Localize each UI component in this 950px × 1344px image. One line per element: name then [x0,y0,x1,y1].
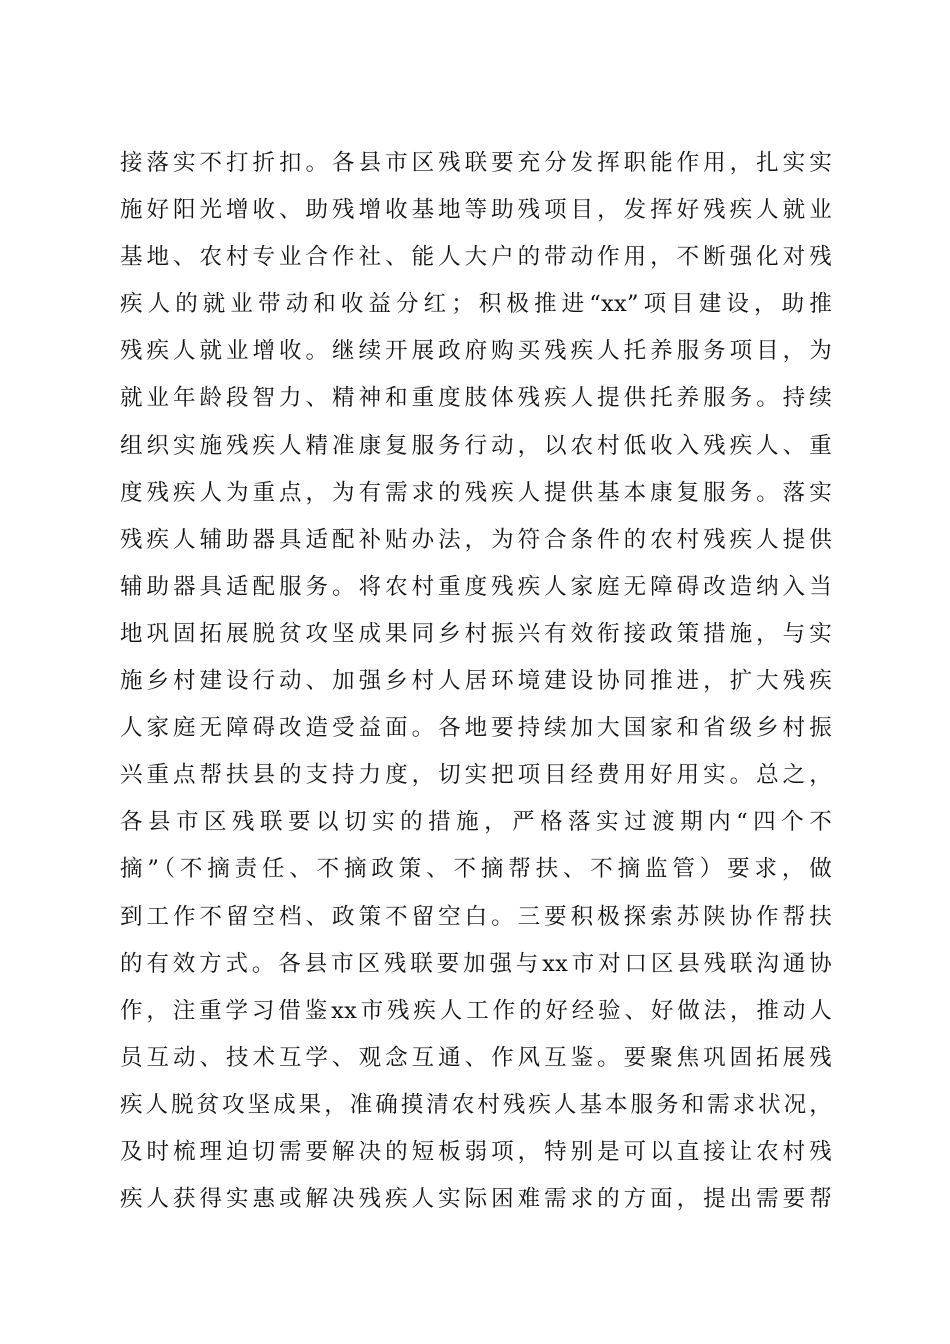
text-line: 摘”（不摘责任、不摘政策、不摘帮扶、不摘监管）要求，做 [120,856,832,883]
text-line: 地巩固拓展脱贫攻坚成果同乡村振兴有效衔接政策措施，与实 [120,620,832,647]
text-line: 施乡村建设行动、加强乡村人居环境建设协同推进，扩大残疾 [120,668,832,695]
text-line: 辅助器具适配服务。将农村重度残疾人家庭无障碍改造纳入当 [120,573,832,600]
text-line: 及时梳理迫切需要解决的短板弱项，特别是可以直接让农村残 [120,1138,832,1165]
text-line: 施好阳光增收、助残增收基地等助残项目，发挥好残疾人就业 [120,197,832,224]
text-line: 残疾人辅助器具适配补贴办法，为符合条件的农村残疾人提供 [120,526,832,553]
text-line: 度残疾人为重点，为有需求的残疾人提供基本康复服务。落实 [120,479,832,506]
text-line: 人家庭无障碍改造受益面。各地要持续加大国家和省级乡村振 [120,715,832,742]
text-line: 疾人的就业带动和收益分红；积极推进“xx”项目建设，助推 [120,291,832,318]
text-line: 组织实施残疾人精准康复服务行动，以农村低收入残疾人、重 [120,432,832,459]
text-line: 各县市区残联要以切实的措施，严格落实过渡期内“四个不 [120,809,832,836]
text-line: 就业年龄段智力、精神和重度肢体残疾人提供托养服务。持续 [120,385,832,412]
text-line: 疾人获得实惠或解决残疾人实际困难需求的方面，提出需要帮 [120,1186,832,1213]
text-line: 到工作不留空档、政策不留空白。三要积极探索苏陕协作帮扶 [120,903,832,930]
text-line: 基地、农村专业合作社、能人大户的带动作用，不断强化对残 [120,244,832,271]
text-line: 的有效方式。各县市区残联要加强与xx市对口区县残联沟通协 [120,950,832,977]
text-line: 疾人脱贫攻坚成果，准确摸清农村残疾人基本服务和需求状况， [120,1091,832,1118]
text-line: 作，注重学习借鉴xx市残疾人工作的好经验、好做法，推动人 [120,997,832,1024]
text-line: 残疾人就业增收。继续开展政府购买残疾人托养服务项目，为 [120,338,832,365]
text-line: 接落实不打折扣。各县市区残联要充分发挥职能作用，扎实实 [120,150,832,176]
text-line: 员互动、技术互学、观念互通、作风互鉴。要聚焦巩固拓展残 [120,1044,832,1071]
body-text [120,140,832,1223]
text-line: 兴重点帮扶县的支持力度，切实把项目经费用好用实。总之， [120,762,832,789]
